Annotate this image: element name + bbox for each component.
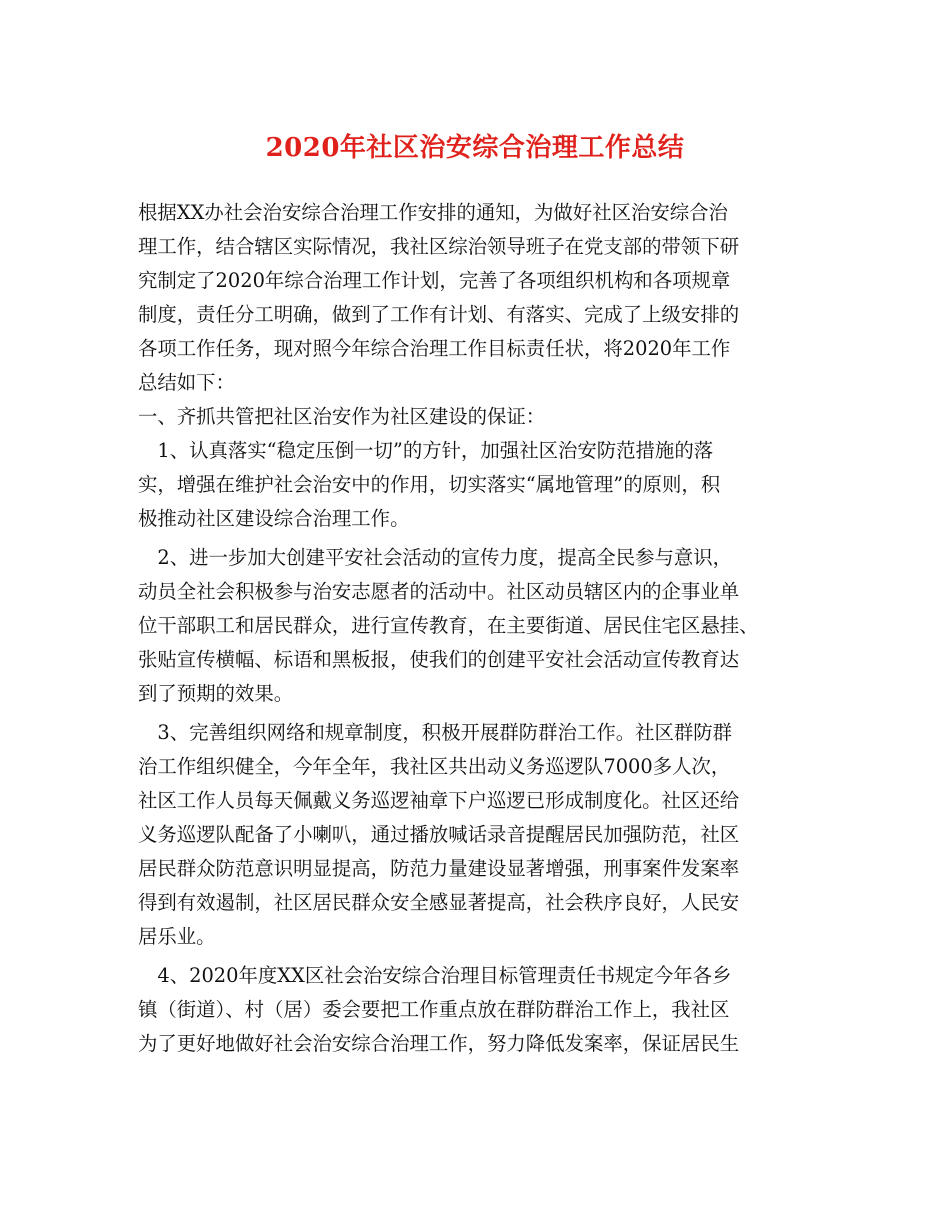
body-line: 位干部职工和居民群众，进行宣传教育，在主要街道、居民住宅区悬挂、 [138,614,759,637]
body-line: 理工作，结合辖区实际情况，我社区综治领导班子在党支部的带领下研 [138,235,740,258]
body-line: 制度，责任分工明确，做到了工作有计划、有落实、完成了上级安排的 [138,303,740,326]
body-line: 各项工作任务，现对照今年综合治理工作目标责任状，将2020年工作 [138,337,731,360]
document-body [138,196,818,1061]
body-line: 镇（街道）、村（居）委会要把工作重点放在群防群治工作上，我社区 [138,998,730,1021]
body-line: 为了更好地做好社会治安综合治理工作，努力降低发案率，保证居民生 [138,1032,740,1055]
body-line: 居乐业。 [138,925,216,948]
body-line: 2、进一步加大创建平安社会活动的宣传力度，提高全民参与意识， [138,546,733,569]
body-line: 张贴宣传横幅、标语和黑板报，使我们的创建平安社会活动宣传教育达 [138,648,740,671]
body-line: 动员全社会积极参与治安志愿者的活动中。社区动员辖区内的企事业单 [138,580,740,603]
body-line: 得到有效遏制，社区居民群众安全感显著提高，社会秩序良好，人民安 [138,891,740,914]
body-line: 极推动社区建设综合治理工作。 [138,507,410,530]
section-heading: 一、齐抓共管把社区治安作为社区建设的保证： [138,405,546,428]
body-line: 治工作组织健全，今年全年，我社区共出动义务巡逻队7000多人次， [138,755,731,778]
body-line: 4、2020年度XX区社会治安综合治理目标管理责任书规定今年各乡 [138,964,732,987]
body-line: 实，增强在维护社会治安中的作用，切实落实“属地管理”的原则，积 [138,473,721,496]
body-line: 社区工作人员每天佩戴义务巡逻袖章下户巡逻已形成制度化。社区还给 [138,789,740,812]
body-line: 根据XX办社会治安综合治理工作安排的通知，为做好社区治安综合治 [138,201,728,224]
body-line: 总结如下： [138,371,235,394]
body-line: 究制定了2020年综合治理工作计划，完善了各项组织机构和各项规章 [138,269,731,292]
document-title: 2020年社区治安综合治理工作总结 [265,133,685,163]
body-line: 居民群众防范意识明显提高，防范力量建设显著增强，刑事案件发案率 [138,857,740,880]
body-line: 1、认真落实“稳定压倒一切”的方针，加强社区治安防范措施的落 [138,439,714,462]
body-line: 到了预期的效果。 [138,682,294,705]
body-line: 义务巡逻队配备了小喇叭，通过播放喊话录音提醒居民加强防范，社区 [138,823,740,846]
body-line: 3、完善组织网络和规章制度，积极开展群防群治工作。社区群防群 [138,721,733,744]
